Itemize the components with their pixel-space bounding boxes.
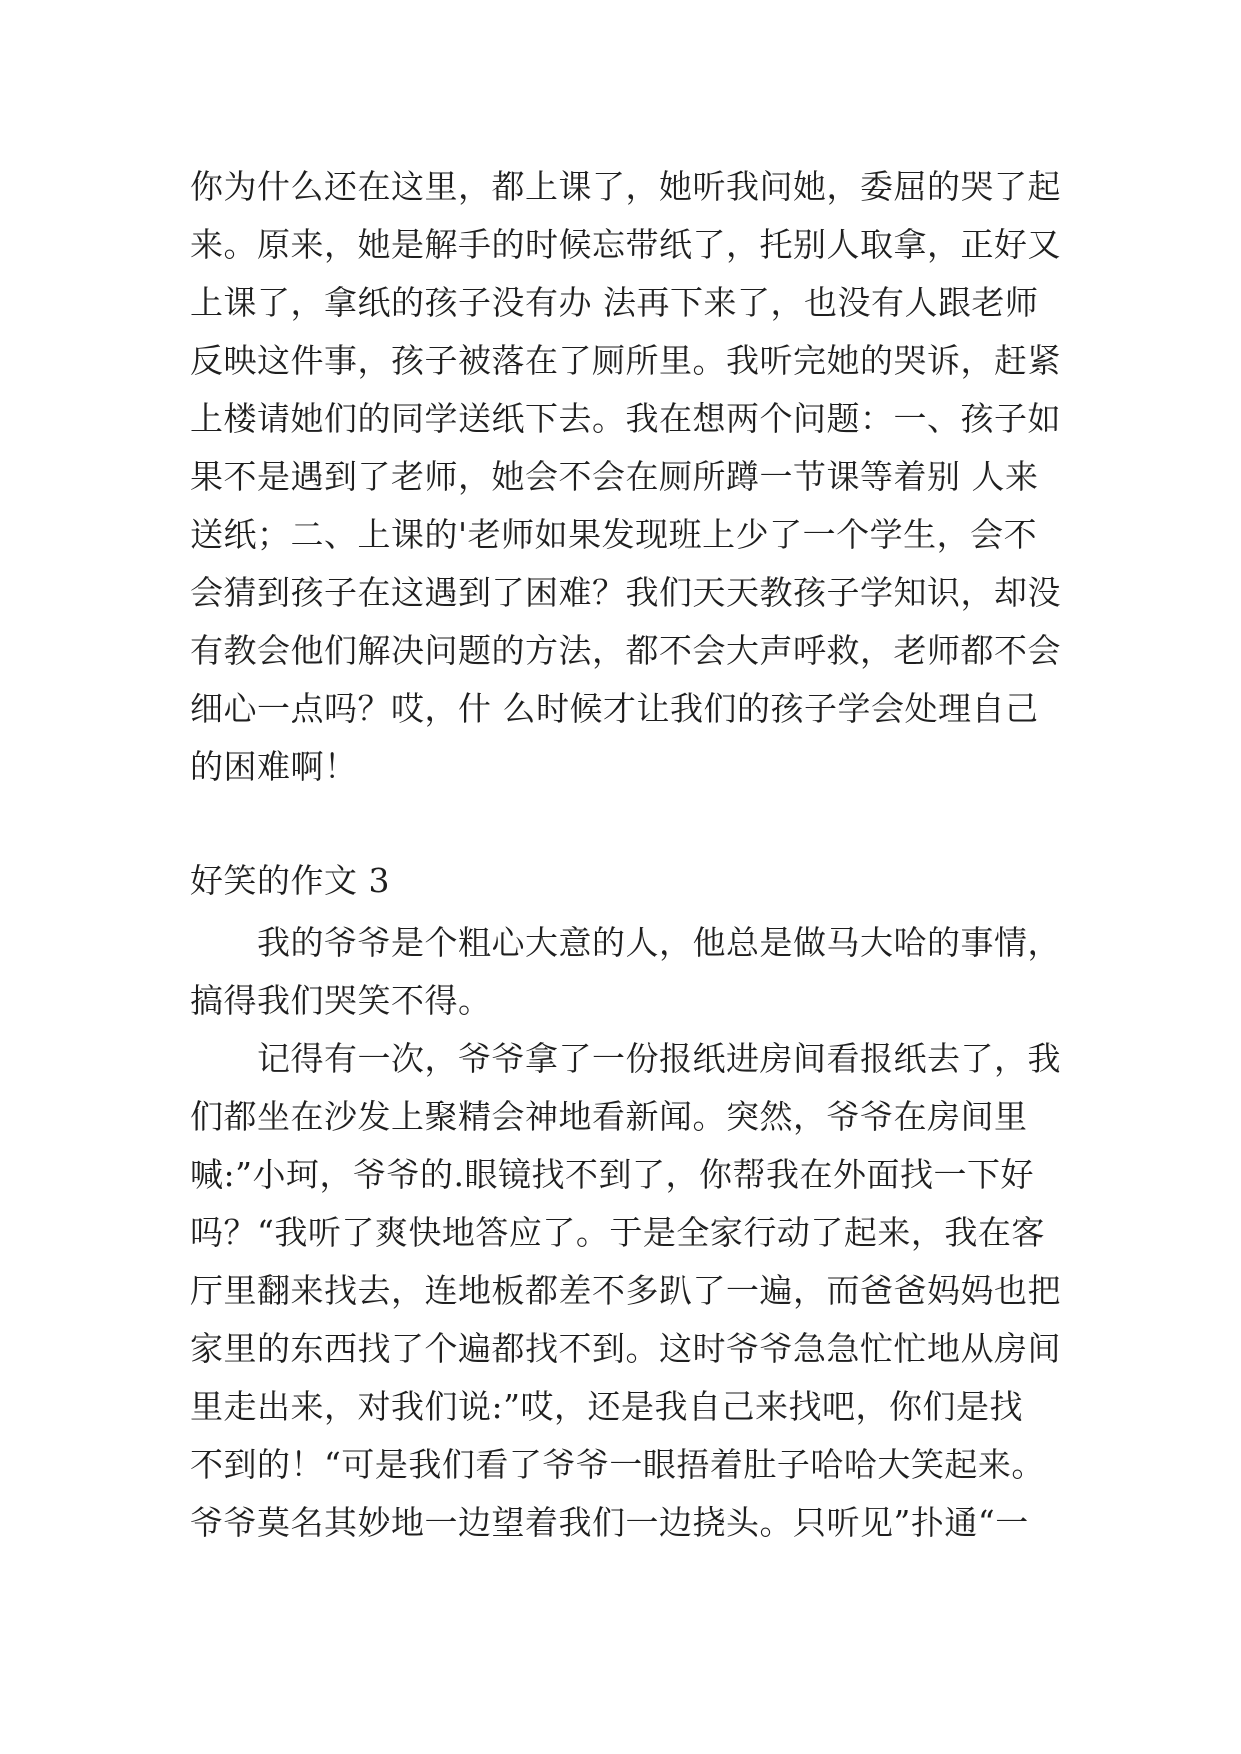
paragraph-continued — [190, 158, 1070, 796]
text-line: 上楼请她们的同学送纸下去。我在想两个问题：一、孩子如 — [190, 399, 1061, 438]
text-line: 会猜到孩子在这遇到了困难？我们天天教孩子学知识，却没 — [190, 573, 1061, 612]
section-body — [190, 914, 1070, 1552]
text-line: 你为什么还在这里，都上课了，她听我问她，委屈的哭了起 — [190, 167, 1061, 206]
section-heading-text: 好笑的作文 3 — [190, 861, 390, 900]
text-line: 们都坐在沙发上聚精会神地看新闻。突然，爷爷在房间里 — [190, 1097, 1028, 1136]
text-line: 细心一点吗？哎，什 么时候才让我们的孩子学会处理自己 — [190, 689, 1039, 728]
text-line: 的困难啊！ — [190, 747, 358, 786]
text-line: 家里的东西找了个遍都找不到。这时爷爷急急忙忙地从房间 — [190, 1329, 1061, 1368]
text-line: 来。原来，她是解手的时候忘带纸了，托别人取拿，正好又 — [190, 225, 1061, 264]
text-line: 搞得我们哭笑不得。 — [190, 981, 492, 1020]
text-line: 果不是遇到了老师，她会不会在厕所蹲一节课等着别 人来 — [190, 457, 1039, 496]
text-line: 吗？“我听了爽快地答应了。于是全家行动了起来，我在客 — [190, 1213, 1045, 1252]
text-line: 上课了，拿纸的孩子没有办 法再下来了，也没有人跟老师 — [190, 283, 1039, 322]
section-heading — [190, 852, 1070, 910]
text-line: 喊:”小珂，爷爷的.眼镜找不到了，你帮我在外面找一下好 — [190, 1155, 1034, 1194]
text-line: 爷爷莫名其妙地一边望着我们一边挠头。只听见”扑通“一 — [190, 1503, 1029, 1542]
text-line: 记得有一次，爷爷拿了一份报纸进房间看报纸去了，我 — [190, 1039, 1061, 1078]
text-line: 我的爷爷是个粗心大意的人，他总是做马大哈的事情， — [190, 923, 1061, 962]
text-line: 反映这件事，孩子被落在了厕所里。我听完她的哭诉，赶紧 — [190, 341, 1061, 380]
text-line: 有教会他们解决问题的方法，都不会大声呼救，老师都不会 — [190, 631, 1061, 670]
text-line: 送纸；二、上课的'老师如果发现班上少了一个学生，会不 — [190, 515, 1038, 554]
text-line: 不到的！“可是我们看了爷爷一眼捂着肚子哈哈大笑起来。 — [190, 1445, 1045, 1484]
text-line: 里走出来，对我们说:”哎，还是我自己来找吧，你们是找 — [190, 1387, 1023, 1426]
text-line: 厅里翻来找去，连地板都差不多趴了一遍，而爸爸妈妈也把 — [190, 1271, 1061, 1310]
